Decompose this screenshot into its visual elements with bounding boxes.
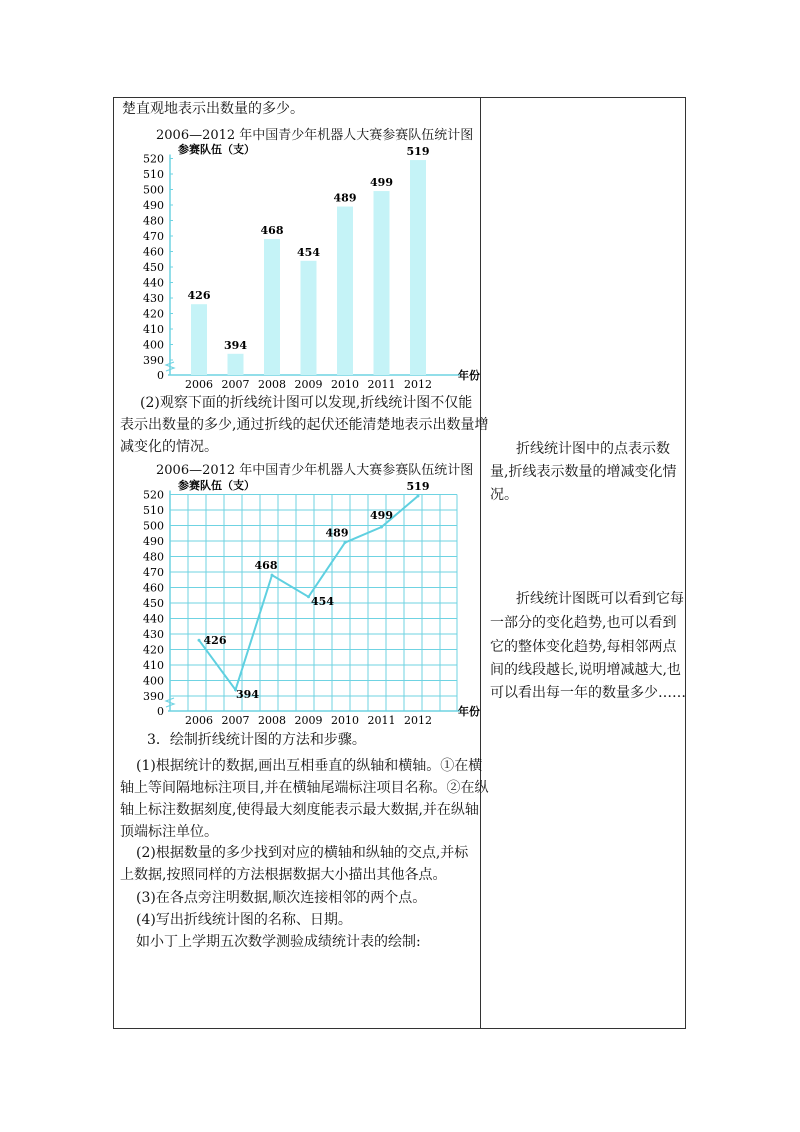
para-2-line-2: 表示出数量的多少,通过折线的起伏还能清楚地表示出数量增 [120, 417, 489, 433]
data-label: 454 [311, 594, 334, 608]
y-tick-label: 480 [143, 214, 164, 228]
y-tick-label: 440 [143, 612, 164, 626]
x-tick-label: 2007 [221, 378, 250, 391]
y-tick-label: 390 [143, 354, 164, 367]
bar-chart [140, 140, 480, 395]
bar-chart-title: 2006—2012 年中国青少年机器人大赛参赛队伍统计图 [156, 128, 474, 143]
data-point [198, 639, 201, 642]
data-point [417, 495, 420, 498]
x-tick-label: 2010 [331, 378, 359, 391]
x-tick-label: 2012 [404, 378, 432, 391]
note-1-line-1: 折线统计图中的点表示数 [516, 441, 670, 457]
y-tick-label: 420 [143, 307, 164, 321]
data-label: 394 [236, 687, 259, 701]
data-point [307, 595, 310, 598]
y-axis-title: 参赛队伍（支） [178, 143, 255, 156]
data-label: 499 [370, 509, 393, 523]
y-axis-title: 参赛队伍（支） [178, 479, 255, 492]
note-2-line-3: 它的整体变化趋势,每相邻两点 [490, 639, 677, 655]
y-tick-label: 410 [143, 323, 164, 336]
data-label: 394 [224, 338, 247, 352]
y-tick-label: 400 [143, 338, 164, 352]
data-label: 489 [325, 526, 349, 540]
step-3: (3)在各点旁注明数据,顺次连接相邻的两个点。 [136, 890, 427, 906]
step-4: (4)写出折线统计图的名称、日期。 [136, 912, 352, 928]
step-2-line-1: (2)根据数量的多少找到对应的横轴和纵轴的交点,并标 [136, 845, 469, 861]
bar [374, 191, 390, 375]
y-tick-label: 500 [143, 519, 164, 533]
step-1-line-3: 轴上标注数据刻度,使得最大刻度能表示最大数据,并在纵轴 [120, 802, 479, 818]
bar [337, 207, 353, 375]
y-tick-label: 520 [143, 152, 164, 166]
data-label: 519 [406, 480, 430, 494]
section-3-heading: 3．绘制折线统计图的方法和步骤。 [147, 732, 366, 748]
step-1-line-2: 轴上等间隔地标注项目,并在横轴尾端标注项目名称。②在纵 [120, 780, 489, 796]
line-chart-title: 2006—2012 年中国青少年机器人大赛参赛队伍统计图 [156, 463, 474, 478]
data-label: 499 [370, 176, 393, 190]
x-tick-label: 2012 [404, 714, 432, 727]
y-tick-label: 510 [143, 168, 164, 181]
x-tick-label: 2007 [221, 714, 250, 727]
data-label: 519 [406, 145, 430, 159]
y-tick-label: 510 [143, 504, 164, 517]
para-2-line-3: 减变化的情况。 [120, 439, 218, 455]
note-1-line-3: 况。 [490, 487, 518, 503]
para-top: 楚直观地表示出数量的多少。 [122, 101, 304, 117]
data-label: 489 [333, 191, 357, 205]
y-tick-label: 400 [143, 674, 164, 688]
data-point [271, 574, 274, 577]
note-2-line-1: 折线统计图既可以看到它每 [516, 591, 684, 607]
y-tick-label: 0 [157, 369, 164, 382]
x-tick-label: 2008 [258, 378, 286, 391]
note-2-line-2: 一部分的变化趋势,也可以看到 [490, 615, 677, 631]
bar [191, 304, 207, 375]
y-tick-label: 390 [143, 690, 164, 703]
y-tick-label: 520 [143, 488, 164, 502]
bar [301, 261, 317, 375]
y-tick-label: 490 [143, 199, 164, 212]
y-tick-label: 470 [143, 566, 164, 579]
y-tick-label: 440 [143, 276, 164, 290]
data-label: 426 [203, 634, 227, 648]
x-tick-label: 2010 [331, 714, 359, 727]
x-axis-title: 年份 [458, 705, 480, 718]
y-tick-label: 500 [143, 183, 164, 197]
data-point [380, 526, 383, 529]
x-tick-label: 2011 [367, 378, 396, 391]
x-tick-label: 2009 [294, 714, 323, 727]
x-tick-label: 2011 [367, 714, 396, 727]
y-tick-label: 450 [143, 261, 164, 274]
y-tick-label: 420 [143, 643, 164, 657]
data-label: 426 [187, 289, 211, 303]
bar [410, 160, 426, 375]
y-tick-label: 490 [143, 535, 164, 548]
step-1-line-1: (1)根据统计的数据,画出互相垂直的纵轴和横轴。①在横 [136, 758, 483, 774]
y-tick-label: 410 [143, 659, 164, 672]
step-1-line-4: 顶端标注单位。 [120, 824, 218, 840]
x-tick-label: 2008 [258, 714, 286, 727]
note-2-line-4: 间的线段越长,说明增减越大,也 [490, 662, 681, 678]
y-tick-label: 430 [143, 628, 164, 641]
para-2-line-1: (2)观察下面的折线统计图可以发现,折线统计图不仅能 [140, 395, 473, 411]
data-point [344, 541, 347, 544]
line-chart [140, 476, 480, 731]
axis-break [166, 362, 174, 371]
y-tick-label: 0 [157, 705, 164, 718]
y-tick-label: 460 [143, 581, 164, 595]
x-tick-label: 2006 [185, 378, 213, 391]
x-tick-label: 2006 [185, 714, 213, 727]
y-tick-label: 430 [143, 292, 164, 305]
y-tick-label: 450 [143, 597, 164, 610]
step-2-line-2: 上数据,按照同样的方法根据数据大小描出其他各点。 [120, 867, 447, 883]
note-2-line-5: 可以看出每一年的数量多少…… [490, 685, 686, 701]
note-1-line-2: 量,折线表示数量的增减变化情 [490, 464, 677, 480]
x-tick-label: 2009 [294, 378, 323, 391]
axis-break [166, 698, 174, 707]
column-divider [480, 97, 481, 1029]
y-tick-label: 460 [143, 245, 164, 259]
data-label: 468 [254, 559, 278, 573]
data-label: 468 [260, 224, 284, 238]
bar [228, 354, 244, 375]
y-tick-label: 480 [143, 550, 164, 564]
data-label: 454 [297, 245, 320, 259]
example-line: 如小丁上学期五次数学测验成绩统计表的绘制: [136, 934, 421, 950]
bar [264, 239, 280, 375]
y-tick-label: 470 [143, 230, 164, 243]
x-axis-title: 年份 [458, 369, 480, 382]
